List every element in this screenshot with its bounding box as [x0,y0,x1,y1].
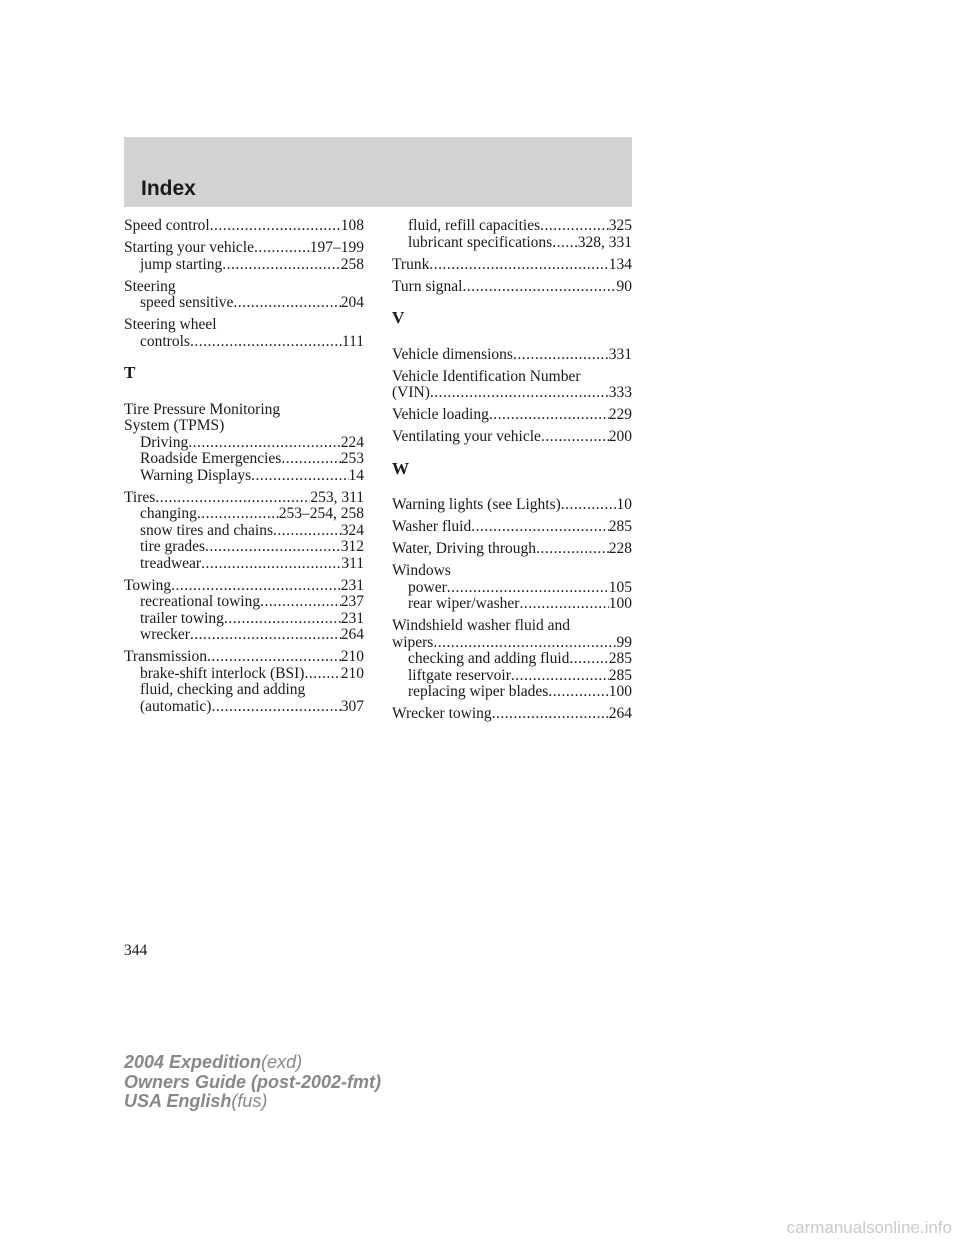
index-page-ref: 237 [340,593,364,610]
index-entry [124,490,364,573]
index-subentry [392,218,632,235]
dot-leader [471,519,609,536]
index-term-text: Vehicle Identification Number [392,367,581,385]
watermark: carmanualsonline.info [786,1218,952,1237]
index-page-ref: 307 [340,697,364,715]
index-entry [124,240,364,273]
index-subentry [124,539,364,556]
index-term [392,563,632,580]
index-subentry [124,699,364,716]
dot-leader [430,385,609,402]
index-page-ref: 231 [340,576,364,594]
index-page-ref: 200 [608,428,632,445]
index-term [392,635,632,652]
index-term-text: Vehicle dimensions [392,345,513,363]
index-term-text: jump starting [140,255,223,273]
index-term [392,407,632,424]
index-term [392,618,632,635]
index-page-ref: 312 [340,538,364,555]
index-term-text: liftgate reservoir [408,666,511,684]
index-term [124,418,364,435]
dot-leader [433,635,616,652]
dot-leader [552,235,578,252]
dot-leader [541,429,609,446]
index-subentry [124,682,364,699]
index-term [392,541,632,558]
index-page-ref: 111 [341,332,364,350]
index-subentry [124,257,364,274]
index-subentry [124,523,364,540]
footer-line-language [124,1092,381,1112]
index-page-ref: 210 [340,648,364,665]
index-term-text: Windshield washer fluid and [392,617,571,634]
index-term-text: Steering [124,277,176,295]
dot-leader [519,596,608,613]
index-term-text: power [408,578,447,596]
dot-leader [536,541,609,558]
footer-language: USA English [124,1091,232,1111]
index-page-ref: 105 [608,578,632,596]
dot-leader [511,668,609,685]
dot-leader [281,451,340,468]
index-term-text: lubricant specifications [408,233,553,251]
index-term-text: Wrecker towing [392,705,492,722]
index-entry [392,407,632,424]
index-subentry [392,235,632,252]
index-term [392,519,632,536]
index-term-text: replacing wiper blades [408,683,549,700]
index-entry [124,317,364,350]
index-column-right [392,218,632,728]
index-page-ref: 197–199 [309,239,364,256]
index-entry [392,429,632,446]
index-term-text: wipers [392,633,434,651]
index-page-ref: 311 [341,554,364,572]
index-term [392,257,632,274]
index-subentry [124,556,364,573]
index-header-band [124,137,632,207]
dot-leader [190,627,341,644]
index-term [392,385,632,402]
index-page-ref: 224 [340,433,364,451]
index-page-ref: 228 [608,540,632,557]
dot-leader [205,539,341,556]
dot-leader [222,257,341,274]
index-subentry [124,594,364,611]
index-page-ref: 324 [340,521,364,539]
footer-guide: Owners Guide (post-2002-fmt) [124,1071,382,1092]
dot-leader [513,347,609,364]
index-subentry [392,596,632,613]
footer-line-guide [124,1073,381,1093]
index-page-ref: 333 [608,384,632,401]
footer-language-code: (fus) [231,1091,268,1111]
index-page-ref: 328, 331 [577,233,632,251]
dot-leader [155,490,310,507]
index-section-letter: T [124,363,136,382]
dot-leader [447,580,609,597]
index-entry [392,563,632,613]
index-entry [124,279,364,312]
index-term-text: controls [140,332,190,350]
index-term-text: checking and adding fluid [408,650,570,667]
dot-leader [211,699,340,716]
index-subentry [124,506,364,523]
index-section-letter: V [392,308,405,327]
index-subentry [124,295,364,312]
index-term-text: Towing [124,576,172,594]
index-subentry [124,627,364,644]
index-term [392,706,632,723]
dot-leader [548,684,608,701]
index-column-left [124,218,364,721]
index-term [392,369,632,386]
index-term [124,402,364,419]
index-term-text: Trunk [392,255,430,273]
index-page-ref: 264 [340,626,364,643]
index-entry [392,497,632,514]
index-term-text: Warning Displays [140,466,252,484]
index-page-ref: 99 [616,633,632,651]
footer-line-model [124,1053,381,1073]
index-entry [392,541,632,558]
page-title: Index [141,177,196,200]
dot-leader [224,611,341,628]
index-term [392,347,632,364]
index-page-ref: 134 [608,255,632,273]
index-entry [392,218,632,251]
index-entry [392,279,632,296]
index-term-text: Speed control [124,217,210,234]
dot-leader [260,594,341,611]
index-term-text: Tires [124,488,156,506]
dot-leader [489,407,609,424]
index-page-ref: 10 [616,496,632,513]
index-term-text: Tire Pressure Monitoring [124,400,281,418]
index-term-text: Warning lights (see Lights) [392,496,561,513]
index-page-ref: 264 [608,705,632,722]
index-page-ref: 258 [340,255,364,273]
index-term-text: Turn signal [392,277,463,295]
index-page-ref: 285 [608,666,632,684]
index-entry [392,347,632,364]
document-footer [124,1053,381,1112]
index-page-ref: 325 [608,217,632,234]
index-entry [392,618,632,701]
index-term [392,279,632,296]
index-term-text: fluid, checking and adding [140,681,306,698]
dot-leader [429,257,608,274]
index-entry [392,369,632,402]
dot-leader [254,240,310,257]
dot-leader [171,578,341,595]
index-term-text: changing [140,505,197,522]
index-term-text: snow tires and chains [140,521,274,539]
dot-leader [188,435,341,452]
index-term [124,317,364,334]
index-subentry [392,668,632,685]
index-term [124,279,364,296]
index-page-ref: 229 [608,406,632,423]
dot-leader [233,295,340,312]
index-entry [124,218,364,235]
index-page-ref: 90 [616,277,632,295]
index-term-text: (automatic) [140,697,212,715]
index-page-ref: 253, 311 [310,488,364,506]
index-term-text: Transmission [124,648,207,665]
dot-leader [569,651,608,668]
dot-leader [540,218,609,235]
index-term-text: rear wiper/washer [408,595,520,612]
index-page-ref: 100 [608,595,632,612]
index-entry [124,649,364,715]
index-page-ref: 253 [340,450,364,467]
index-term-text: treadwear [140,554,202,572]
index-term [124,578,364,595]
index-entry [392,706,632,723]
dot-leader [561,497,617,514]
index-term-text: (VIN) [392,384,430,401]
index-subentry [124,468,364,485]
dot-leader [210,218,341,235]
index-entry [124,402,364,485]
index-term [124,490,364,507]
index-term-text: Starting your vehicle [124,239,254,256]
index-term-text: Ventilating your vehicle [392,428,541,445]
index-page-ref: 108 [340,217,364,234]
index-term-text: Washer fluid [392,518,472,535]
index-entry [124,578,364,644]
index-term-text: Windows [392,562,451,579]
index-section-letter: W [392,458,409,478]
index-term-text: brake-shift interlock (BSI) [140,664,305,682]
index-term-text: Roadside Emergencies [140,450,282,467]
index-term [124,649,364,666]
dot-leader [251,468,348,485]
index-page-ref: 331 [608,345,632,363]
dot-leader [304,666,340,683]
footer-model: 2004 Expedition [124,1052,262,1072]
index-term [124,218,364,235]
index-entry [392,519,632,536]
index-entry [392,257,632,274]
index-term-text: System (TPMS) [124,417,225,434]
index-subentry [392,651,632,668]
dot-leader [273,523,341,540]
index-subentry [124,435,364,452]
index-term-text: Driving [140,433,189,451]
index-subentry [124,666,364,683]
index-subentry [392,684,632,701]
index-subentry [124,611,364,628]
index-subentry [392,580,632,597]
index-page-ref: 204 [340,294,364,311]
index-term-text: speed sensitive [140,294,234,311]
dot-leader [462,279,616,296]
index-term-text: tire grades [140,538,205,555]
index-term-text: Vehicle loading [392,406,489,423]
index-page-ref: 210 [340,664,364,682]
index-term-text: Water, Driving through [392,540,537,557]
dot-leader [201,556,341,573]
footer-model-code: (exd) [261,1052,303,1072]
index-subentry [124,451,364,468]
index-term [392,497,632,514]
page-number: 344 [124,942,148,959]
index-page-ref: 285 [608,650,632,667]
index-term [124,240,364,257]
index-term-text: recreational towing [140,593,261,610]
index-term [392,429,632,446]
index-page-ref: 231 [340,609,364,627]
dot-leader [207,649,341,666]
dot-leader [190,334,342,351]
index-subentry [124,334,364,351]
dot-leader [197,506,279,523]
index-page-ref: 14 [348,466,364,484]
index-term-text: trailer towing [140,609,224,627]
index-term-text: wrecker [140,626,190,643]
index-term-text: fluid, refill capacities [408,217,541,234]
dot-leader [492,706,609,723]
index-page-ref: 100 [608,683,632,700]
index-page-ref: 285 [608,518,632,535]
index-term-text: Steering wheel [124,316,217,333]
index-page-ref: 253–254, 258 [278,505,364,522]
